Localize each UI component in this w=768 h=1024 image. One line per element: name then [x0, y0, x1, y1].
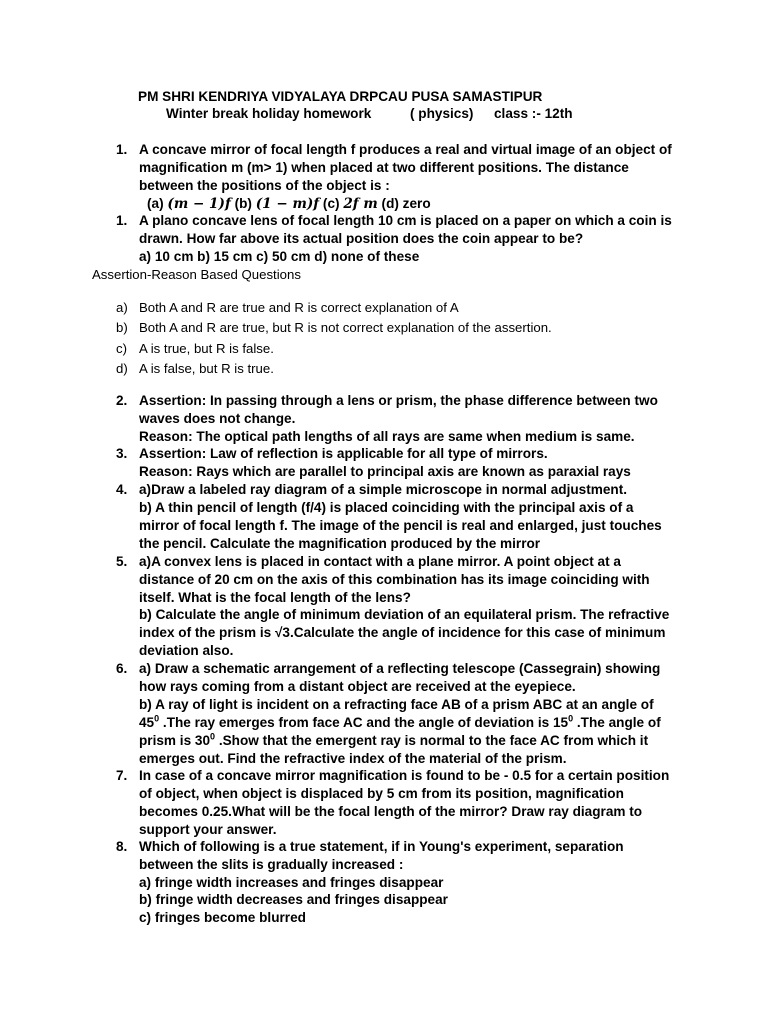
question-text: the pencil. Calculate the magnification produced by the mirror — [139, 536, 541, 551]
section-heading: Assertion-Reason Based Questions — [92, 267, 301, 282]
question-number: 8. — [116, 839, 128, 854]
question-text: becomes 0.25.What will be the focal length of the mirror? Draw ray diagram to — [139, 804, 643, 819]
text-run: 45 — [139, 715, 155, 730]
option-label: d) — [116, 361, 128, 376]
question-text: waves does not change. — [139, 411, 296, 426]
degree-superscript: 0 — [210, 731, 216, 742]
question-text: Reason: Rays which are parallel to principal axis are known as paraxial rays — [139, 464, 631, 479]
question-text: In case of a concave mirror magnification is found to be - 0.5 for a certain position — [139, 768, 670, 783]
math-expression: 2f m — [343, 196, 378, 212]
question-number: 2. — [116, 393, 128, 408]
option-label: b) — [116, 320, 128, 335]
question-text: index of the prism is √3.Calculate the angle of incidence for this case of minimum — [139, 625, 666, 640]
question-text: Assertion: In passing through a lens or prism, the phase difference between two — [139, 393, 658, 408]
question-text: A concave mirror of focal length f produces a real and virtual image of an object of — [139, 142, 672, 157]
option-text: A is true, but R is false. — [139, 341, 274, 356]
option-label: c) — [116, 341, 127, 356]
text-run: .The ray emerges from face AC and the angle of deviation is 15 — [159, 715, 569, 730]
math-expression: (1 − m)f — [255, 196, 320, 212]
question-text: a) Draw a schematic arrangement of a reflecting telescope (Cassegrain) showing — [139, 661, 661, 676]
text-run: prism is 30 — [139, 733, 211, 748]
question-text: a) 10 cm b) 15 cm c) 50 cm d) none of these — [139, 249, 420, 264]
option-label: (a) — [147, 196, 168, 211]
option-text: c) fringes become blurred — [139, 910, 306, 925]
degree-superscript: 0 — [154, 713, 160, 724]
question-text: a)Draw a labeled ray diagram of a simple microscope in normal adjustment. — [139, 482, 628, 497]
question-text: magnification m (m> 1) when placed at two different positions. The distance — [139, 160, 629, 175]
school-name: PM SHRI KENDRIYA VIDYALAYA DRPCAU PUSA SAMASTIPUR — [138, 89, 543, 104]
math-expression: (m − 1)f — [167, 196, 231, 212]
option-label: a) — [116, 300, 128, 315]
question-number: 7. — [116, 768, 128, 783]
option-label: (b) — [230, 196, 256, 211]
option-text: A is false, but R is true. — [139, 361, 274, 376]
question-text: of object, when object is displaced by 5 cm from its position, magnification — [139, 786, 624, 801]
question-number: 1. — [116, 213, 128, 228]
question-text: b) A thin pencil of length (f/4) is placed coinciding with the principal axis of a — [139, 500, 634, 515]
option-text: b) fringe width decreases and fringes disappear — [139, 892, 448, 907]
question-text — [139, 732, 648, 749]
text-run: .The angle of — [573, 715, 661, 730]
question-text: Reason: The optical path lengths of all rays are same when medium is same. — [139, 429, 635, 444]
option-label: (d) zero — [377, 196, 431, 211]
question-number: 6. — [116, 661, 128, 676]
question-text: b) Calculate the angle of minimum deviation of an equilateral prism. The refractive — [139, 607, 670, 622]
option-text: a) fringe width increases and fringes disappear — [139, 875, 444, 890]
option-label: (c) — [319, 196, 344, 211]
question-text: Assertion: Law of reflection is applicable for all type of mirrors. — [139, 446, 548, 461]
question-number: 4. — [116, 482, 128, 497]
question-text: drawn. How far above its actual position does the coin appear to be? — [139, 231, 584, 246]
answer-options — [147, 195, 431, 213]
question-text — [139, 714, 661, 731]
question-text: Which of following is a true statement, if in Young's experiment, separation — [139, 839, 624, 854]
question-text: between the slits is gradually increased : — [139, 857, 404, 872]
question-text: itself. What is the focal length of the lens? — [139, 590, 411, 605]
subject-label: ( physics) — [410, 106, 474, 121]
question-text: a)A convex lens is placed in contact with a plane mirror. A point object at a — [139, 554, 621, 569]
class-label: class :- 12th — [494, 106, 573, 121]
text-run: .Show that the emergent ray is normal to the face AC from which it — [215, 733, 649, 748]
degree-superscript: 0 — [568, 713, 574, 724]
question-text: b) A ray of light is incident on a refracting face AB of a prism ABC at an angle of — [139, 697, 654, 712]
question-text: A plano concave lens of focal length 10 cm is placed on a paper on which a coin is — [139, 213, 672, 228]
question-text: between the positions of the object is : — [139, 178, 390, 193]
question-number: 5. — [116, 554, 128, 569]
question-text: support your answer. — [139, 822, 277, 837]
question-number: 1. — [116, 142, 128, 157]
question-text: deviation also. — [139, 643, 234, 658]
question-text: how rays coming from a distant object are received at the eyepiece. — [139, 679, 576, 694]
question-number: 3. — [116, 446, 128, 461]
homework-title: Winter break holiday homework — [166, 106, 372, 121]
option-text: Both A and R are true, but R is not correct explanation of the assertion. — [139, 320, 552, 335]
question-text: mirror of focal length f. The image of the pencil is real and enlarged, just touches — [139, 518, 662, 533]
question-text: distance of 20 cm on the axis of this combination has its image coinciding with — [139, 572, 650, 587]
question-text: emerges out. Find the refractive index of the material of the prism. — [139, 751, 567, 766]
option-text: Both A and R are true and R is correct explanation of A — [139, 300, 459, 315]
